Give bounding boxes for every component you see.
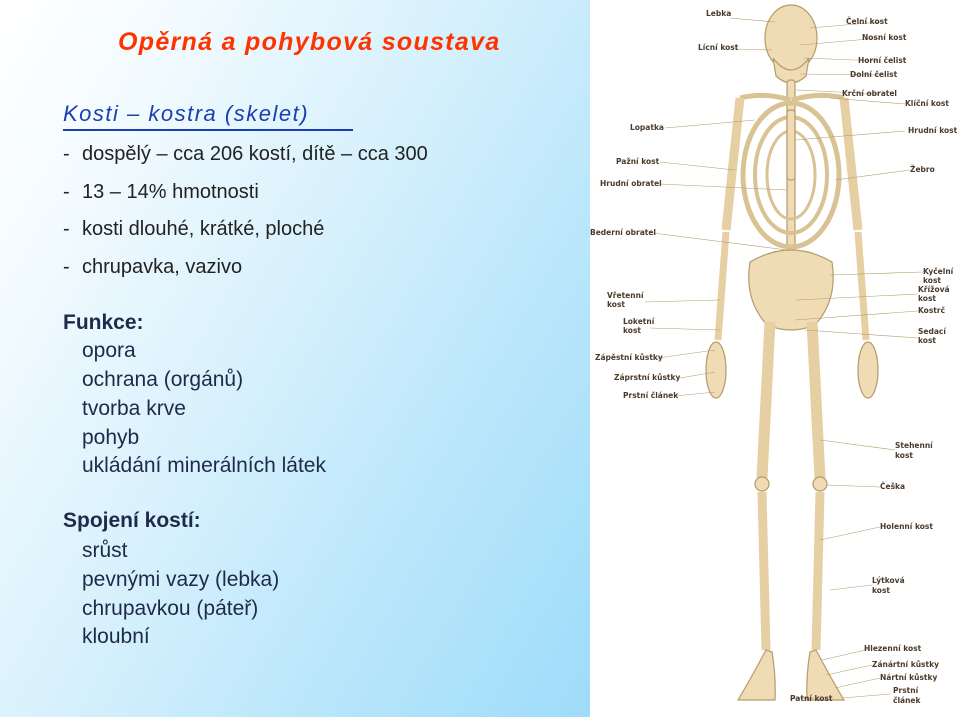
- functions-heading: Funkce:: [63, 311, 144, 334]
- bullet-item: [63, 181, 259, 204]
- label-hrudni-obratel: Hrudní obratel: [600, 179, 662, 188]
- joint-item: chrupavkou (páteř): [82, 597, 259, 620]
- label-loketni-kost-1: Loketní: [623, 317, 655, 326]
- label-hlezenni-kost: Hlezenní kost: [864, 644, 922, 653]
- label-licni-kost: Lícní kost: [698, 43, 739, 52]
- left-foot: [738, 650, 775, 700]
- label-kycelni-kost-2: kost: [923, 276, 941, 285]
- label-krizova-kost-1: Křížová: [918, 285, 950, 294]
- label-sedaci-kost-1: Sedací: [918, 327, 946, 336]
- label-hrudni-kost: Hrudní kost: [908, 126, 958, 135]
- skull-bone: [765, 5, 817, 71]
- right-foot: [807, 650, 844, 700]
- bullet-dash: -: [63, 256, 70, 278]
- right-kneecap: [813, 477, 827, 491]
- function-item: tvorba krve: [82, 397, 186, 420]
- function-item: ukládání minerálních látek: [82, 454, 326, 477]
- label-zebro: Žebro: [910, 165, 935, 174]
- left-humerus: [726, 98, 740, 230]
- label-stehenni-kost-1: Stehenní: [895, 441, 933, 450]
- right-hand: [858, 342, 878, 398]
- right-femur: [812, 322, 820, 478]
- label-nartni-kustky: Nártní kůstky: [880, 673, 938, 682]
- function-item: opora: [82, 339, 136, 362]
- right-tibia: [816, 492, 820, 650]
- bullet-item: [63, 143, 428, 166]
- label-krizova-kost-2: kost: [918, 294, 936, 303]
- sternum-bone: [787, 110, 795, 180]
- right-humerus: [844, 98, 858, 230]
- label-zaprstni-kustky: Záprstní kůstky: [614, 373, 681, 382]
- bullet-dash: -: [63, 143, 70, 165]
- label-lytkova-kost-2: kost: [872, 586, 890, 595]
- skeleton-bones: [706, 5, 878, 700]
- label-horni-celist: Horní čelist: [858, 56, 907, 65]
- label-lebka: Lebka: [706, 9, 732, 18]
- label-sedaci-kost-2: kost: [918, 336, 936, 345]
- slide-subtitle: Kosti – kostra (skelet): [63, 101, 310, 126]
- label-lytkova-kost-1: Lýtková: [872, 576, 905, 585]
- function-item: pohyb: [82, 426, 140, 449]
- label-nosni-kost: Nosní kost: [862, 33, 907, 42]
- bullet-text: 13 – 14% hmotnosti: [82, 181, 259, 203]
- label-pazni-kost: Pažní kost: [616, 157, 660, 166]
- label-zapestni-kustky: Zápěstní kůstky: [595, 353, 663, 362]
- left-kneecap: [755, 477, 769, 491]
- bullet-dash: -: [63, 181, 70, 203]
- label-holenni-kost: Holenní kost: [880, 522, 933, 531]
- left-hand: [706, 342, 726, 398]
- bullet-dash: -: [63, 218, 70, 240]
- label-prstni-clanek-right-1: Prstní: [893, 686, 919, 695]
- label-vretenni-kost-1: Vřetenní: [607, 291, 644, 300]
- bullet-text: dospělý – cca 206 kostí, dítě – cca 300: [82, 143, 428, 165]
- label-zanartni-kustky: Zánártní kůstky: [872, 660, 939, 669]
- label-leader-lines: [645, 18, 923, 699]
- right-clavicle: [792, 95, 844, 100]
- label-krcni-obratel: Krční obratel: [842, 89, 898, 98]
- bullet-item: [63, 256, 242, 279]
- right-forearm: [858, 232, 866, 340]
- bullet-text: kosti dlouhé, krátké, ploché: [82, 218, 325, 240]
- label-lopatka: Lopatka: [630, 123, 664, 132]
- label-prstni-clanek-left: Prstní článek: [623, 391, 679, 400]
- label-patni-kost: Patní kost: [790, 694, 833, 703]
- bullet-item: [63, 218, 324, 241]
- label-celni-kost: Čelní kost: [846, 17, 888, 26]
- joint-item: pevnými vazy (lebka): [82, 568, 280, 591]
- subtitle-underline: [63, 129, 353, 131]
- slide-title: Opěrná a pohybová soustava: [118, 28, 501, 56]
- left-femur: [762, 322, 770, 478]
- label-stehenni-kost-2: kost: [895, 451, 913, 460]
- label-ceska: Češka: [880, 482, 906, 491]
- joint-item: kloubní: [82, 625, 150, 648]
- skeleton-labels: [590, 9, 958, 705]
- left-forearm: [718, 232, 726, 340]
- bullet-text: chrupavka, vazivo: [82, 256, 243, 278]
- label-vretenni-kost-2: kost: [607, 300, 625, 309]
- label-dolni-celist: Dolní čelist: [850, 70, 898, 79]
- joints-heading: Spojení kostí:: [63, 509, 201, 532]
- label-loketni-kost-2: kost: [623, 326, 641, 335]
- label-prstni-clanek-right-2: článek: [893, 696, 921, 705]
- left-clavicle: [740, 95, 790, 100]
- label-klicni-kost: Klíční kost: [905, 99, 949, 108]
- label-kostrc: Kostrč: [918, 306, 946, 315]
- skeleton-figure: [590, 0, 960, 717]
- label-bederni-obratel: Bederní obratel: [590, 228, 657, 237]
- joint-item: srůst: [82, 539, 128, 562]
- skeleton-illustration: [590, 0, 960, 717]
- left-tibia: [762, 492, 766, 650]
- label-kycelni-kost-1: Kyčelní: [923, 267, 954, 276]
- function-item: ochrana (orgánů): [82, 368, 244, 391]
